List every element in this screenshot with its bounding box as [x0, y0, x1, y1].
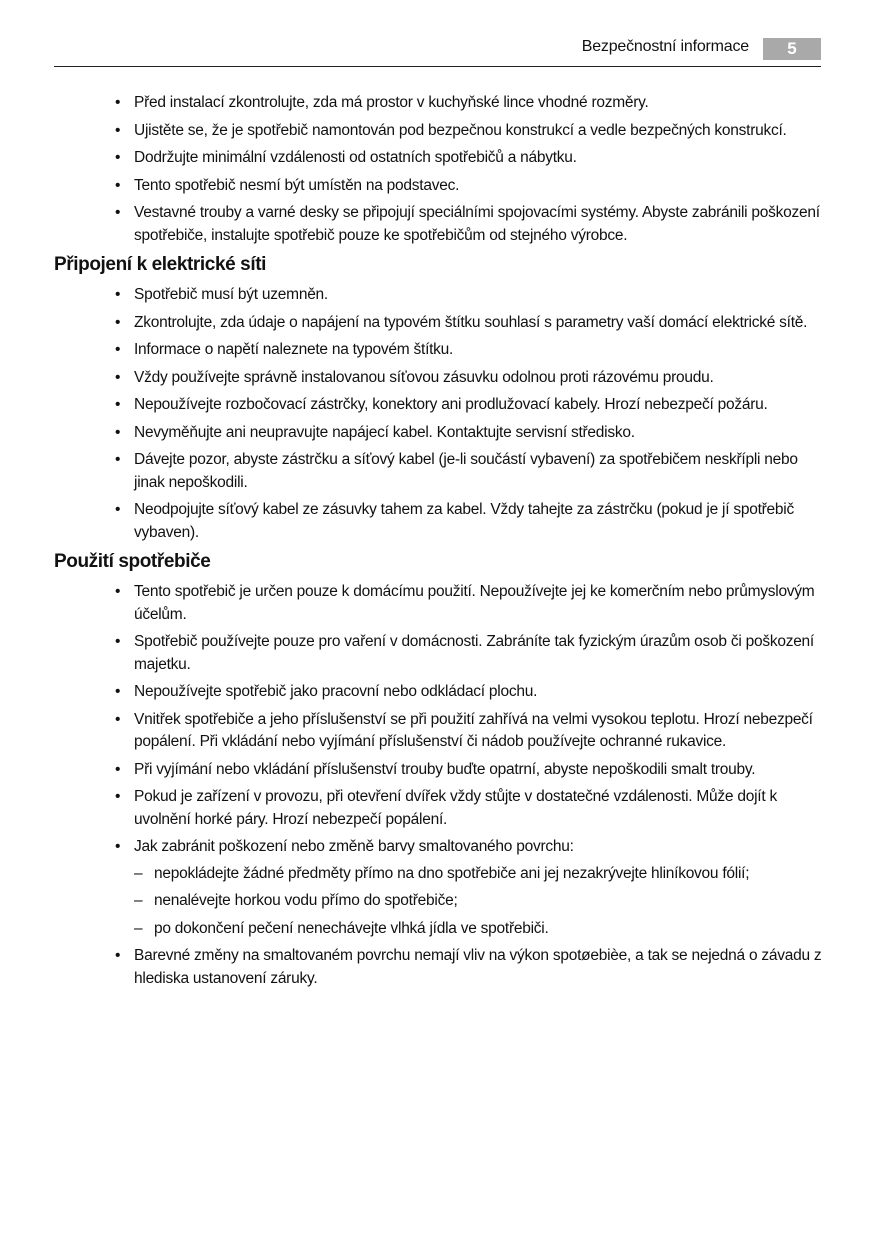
list-item: • Ujistěte se, že je spotřebič namontován pod bezpečnou konstrukcí a vedle bezpečných konstrukcí. — [134, 120, 824, 143]
list-item: • Nepoužívejte rozbočovací zástrčky, konektory ani prodlužovací kabely. Hrozí nebezpečí požáru. — [134, 394, 824, 417]
list-item: • Barevné změny na smaltovaném povrchu nemají vliv na výkon spotøebièe, a tak se nejedná o závadu z hlediska ustanovení záruky. — [134, 945, 824, 990]
list-item: • Při vyjímání nebo vkládání příslušenství trouby buďte opatrní, abyste nepoškodili smalt trouby. — [134, 759, 824, 782]
usage-list — [54, 581, 824, 990]
list-item: • Pokud je zařízení v provozu, při otevření dvířek vždy stůjte v dostatečné vzdálenosti. Může dojít k uvolnění horké páry. Hrozí nebezpečí popálení. — [134, 786, 824, 831]
document-body — [54, 92, 824, 995]
list-item: • Dodržujte minimální vzdálenosti od ostatních spotřebičů a nábytku. — [134, 147, 824, 170]
page-header — [54, 36, 821, 67]
list-item: • Nevyměňujte ani neupravujte napájecí kabel. Kontaktujte servisní středisko. — [134, 422, 824, 445]
list-item: • Vždy používejte správně instalovanou síťovou zásuvku odolnou proti rázovému proudu. — [134, 367, 824, 390]
sub-list-item: – nenalévejte horkou vodu přímo do spotřebiče; — [154, 890, 824, 913]
list-item: • Nepoužívejte spotřebič jako pracovní nebo odkládací plochu. — [134, 681, 824, 704]
list-item-text: Jak zabránit poškození nebo změně barvy smaltovaného povrchu: — [134, 838, 574, 855]
list-item: • Před instalací zkontrolujte, zda má prostor v kuchyňské lince vhodné rozměry. — [134, 92, 824, 115]
list-item: • Spotřebič musí být uzemněn. — [134, 284, 824, 307]
enamel-sub-list — [134, 863, 824, 941]
sub-list-item: – nepokládejte žádné předměty přímo na dno spotřebiče ani jej nezakrývejte hliníkovou fólií; — [154, 863, 824, 886]
list-item-enamel — [134, 836, 824, 940]
section-heading-usage: Použití spotřebiče — [54, 551, 211, 572]
list-item: • Dávejte pozor, abyste zástrčku a síťový kabel (je-li součástí vybavení) za spotřebičem neskřípli nebo jinak nepoškodili. — [134, 449, 824, 494]
page-number: 5 — [763, 38, 821, 60]
list-item: • Tento spotřebič nesmí být umístěn na podstavec. — [134, 175, 824, 198]
electric-list — [54, 284, 824, 544]
list-item: • Tento spotřebič je určen pouze k domácímu použití. Nepoužívejte jej ke komerčním nebo průmyslovým účelům. — [134, 581, 824, 626]
section-heading-electric: Připojení k elektrické síti — [54, 254, 267, 275]
list-item: • Vestavné trouby a varné desky se připojují speciálními spojovacími systémy. Abyste zabránili poškození spotřebiče, instalujte spotřebič pouze ke spotřebičům od stejného výrobce. — [134, 202, 824, 247]
header-title: Bezpečnostní informace — [581, 38, 749, 55]
sub-list-item: – po dokončení pečení nenechávejte vlhká jídla ve spotřebiči. — [154, 918, 824, 941]
install-list — [54, 92, 824, 247]
list-item: • Vnitřek spotřebiče a jeho příslušenství se při použití zahřívá na velmi vysokou teplotu. Hrozí nebezpečí popálení. Při vkládání nebo vyjímání příslušenství či nádob používejte ochranné rukavice. — [134, 709, 824, 754]
list-item: • Neodpojujte síťový kabel ze zásuvky tahem za kabel. Vždy tahejte za zástrčku (pokud je jí spotřebič vybaven). — [134, 499, 824, 544]
list-item: • Informace o napětí naleznete na typovém štítku. — [134, 339, 824, 362]
list-item: • Spotřebič používejte pouze pro vaření v domácnosti. Zabráníte tak fyzickým úrazům osob či poškození majetku. — [134, 631, 824, 676]
list-item: • Zkontrolujte, zda údaje o napájení na typovém štítku souhlasí s parametry vaší domácí elektrické sítě. — [134, 312, 824, 335]
